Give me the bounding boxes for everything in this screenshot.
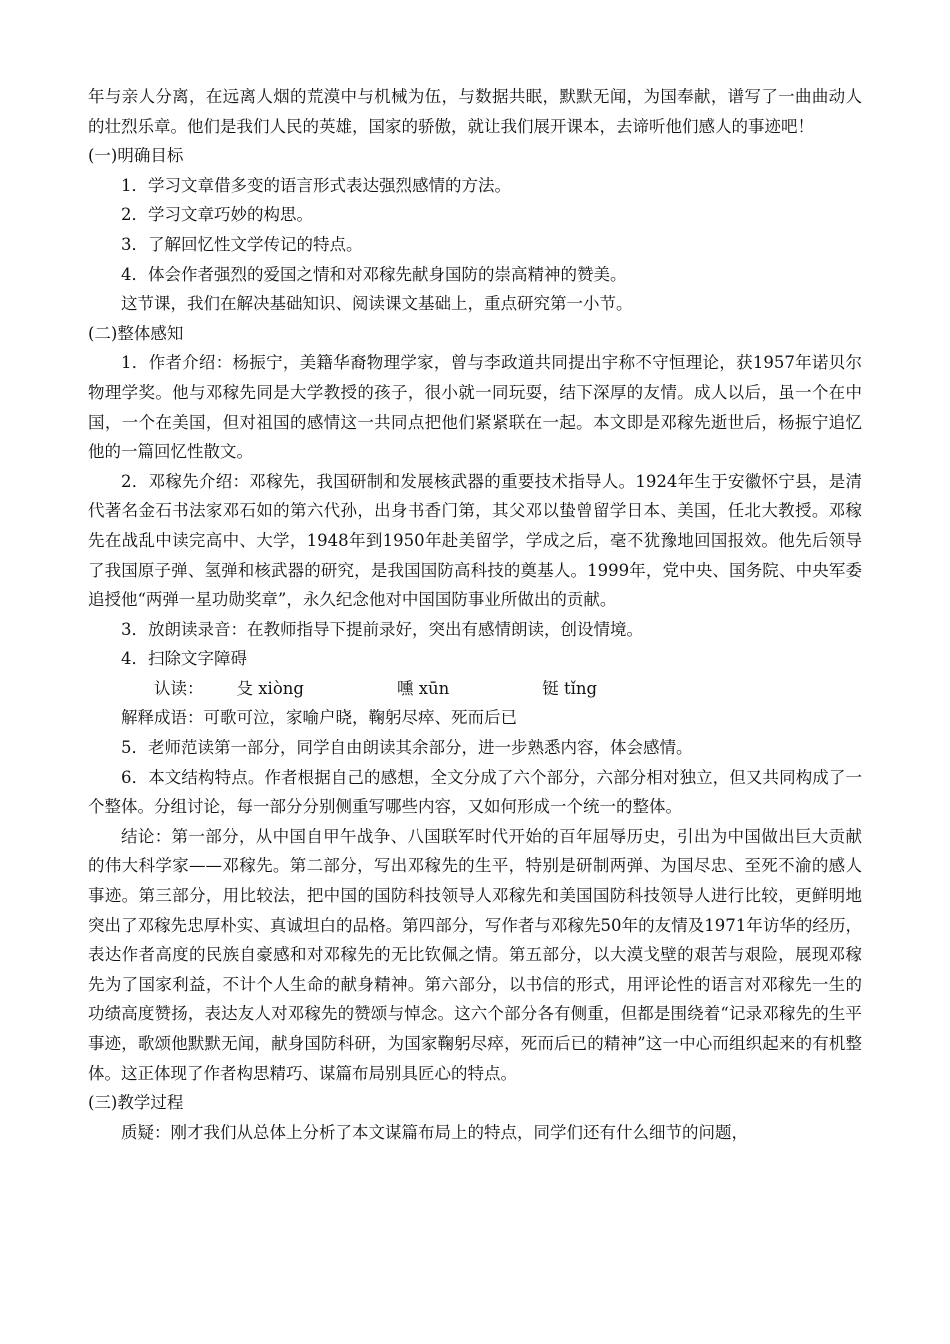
obstacles-heading: 4．扫除文字障碍 — [121, 649, 247, 669]
reading-word-3: 铤 tǐng — [542, 678, 598, 698]
deng-intro-paragraph: 2．邓稼先介绍：邓稼先，我国研制和发展核武器的重要技术指导人。1924年生于安徽怀宁县，是清代著名金石书法家邓石如的第六代孙，出身书香门第，其父邓以蛰曾留学日本、美国，任北大教授。邓稼先在战乱中读完高中、大学，1948年到1950年赴美留学，学成之后，毫不犹豫地回国报效。他先后领导了我国原子弹、氢弹和核武器的研究，是我国国防高科技的奠基人。1999年，党中央、国务院、中央军委追授他“两弹一星功勋奖章”，永久纪念他对中国国防事业所做出的贡献。 — [88, 471, 862, 610]
model-reading-paragraph: 5．老师范读第一部分，同学自由朗读其余部分，进一步熟悉内容，体会感情。 — [121, 738, 693, 758]
idioms-paragraph: 解释成语：可歌可泣，家喻户晓，鞠躬尽瘁、死而后已 — [121, 708, 517, 728]
conclusion-paragraph: 结论：第一部分，从中国自甲午战争、八国联军时代开始的百年屈辱历史，引出为中国做出巨大贡献的伟大科学家——邓稼先。第二部分，写出邓稼先的生平，特别是研制两弹、为国尽忠、至死不渝的感人事迹。第三部分，用比较法，把中国的国防科技领导人邓稼先和美国国防科技领导人进行比较，更鲜明地突出了邓稼先忠厚朴实、真诚坦白的品格。第四部分，写作者与邓稼先50年的友情及1971年访华的经历，表达作者高度的民族自豪感和对邓稼先的无比钦佩之情。第五部分，以大漠戈壁的艰苦与艰险，展现邓稼先为了国家利益，不计个人生命的献身精神。第六部分，以书信的形式，用评论性的语言对邓稼先一生的功绩高度赞扬，表达友人对邓稼先的赞颂与悼念。这六个部分各有侧重，但都是围绕着“记录邓稼先的生平事迹，歌颂他默默无闻，献身国防科研，为国家鞠躬尽瘁，死而后已的精神”这一中心而组织起来的有机整体。这正体现了作者构思精巧、谋篇布局别具匠心的特点。 — [88, 826, 862, 1083]
goal-item-1: 1．学习文章借多变的语言形式表达强烈感情的方法。 — [121, 175, 511, 195]
goal-item-3: 3．了解回忆性文学传记的特点。 — [121, 234, 363, 254]
section-heading-goals: (一)明确目标 — [88, 146, 184, 166]
reading-word-2: 嚑 xūn — [396, 678, 450, 698]
recording-paragraph: 3．放朗读录音：在教师指导下提前录好，突出有感情朗读，创设情境。 — [121, 619, 643, 639]
structure-paragraph: 6．本文结构特点。作者根据自己的感想，全文分成了六个部分，六部分相对独立，但又共同构成了一个整体。分组讨论，每一部分分别侧重写哪些内容，又如何形成一个统一的整体。 — [88, 767, 862, 817]
reading-word-1: 殳 xiòng — [236, 678, 304, 698]
document-page — [88, 82, 862, 1147]
intro-paragraph: 年与亲人分离，在远离人烟的荒漠中与机械为伍，与数据共眠，默默无闻，为国奉献，谱写了一曲曲动人的壮烈乐章。他们是我们人民的英雄，国家的骄傲，就让我们展开课本，去谛听他们感人的事迹吧！ — [88, 87, 862, 136]
goal-item-2: 2．学习文章巧妙的构思。 — [121, 205, 313, 225]
goal-item-4: 4．体会作者强烈的爱国之情和对邓稼先献身国防的崇高精神的赞美。 — [121, 264, 627, 284]
question-paragraph: 质疑：刚才我们从总体上分析了本文谋篇布局上的特点，同学们还有什么细节的问题， — [121, 1122, 748, 1142]
reading-label: 认读： — [154, 678, 204, 698]
section-heading-overview: (二)整体感知 — [88, 323, 184, 343]
author-intro-paragraph: 1．作者介绍：杨振宁，美籍华裔物理学家，曾与李政道共同提出宇称不守恒理论，获1957年诺贝尔物理学奖。他与邓稼先同是大学教授的孩子，很小就一同玩耍，结下深厚的友情。成人以后，虽一个在中国，一个在美国，但对祖国的感情这一共同点把他们紧紧联在一起。本文即是邓稼先逝世后，杨振宁追忆他的一篇回忆性散文。 — [88, 353, 862, 462]
focus-paragraph: 这节课，我们在解决基础知识、阅读课文基础上，重点研究第一小节。 — [121, 294, 633, 314]
section-heading-process: (三)教学过程 — [88, 1093, 184, 1113]
reading-words-row — [88, 674, 862, 704]
